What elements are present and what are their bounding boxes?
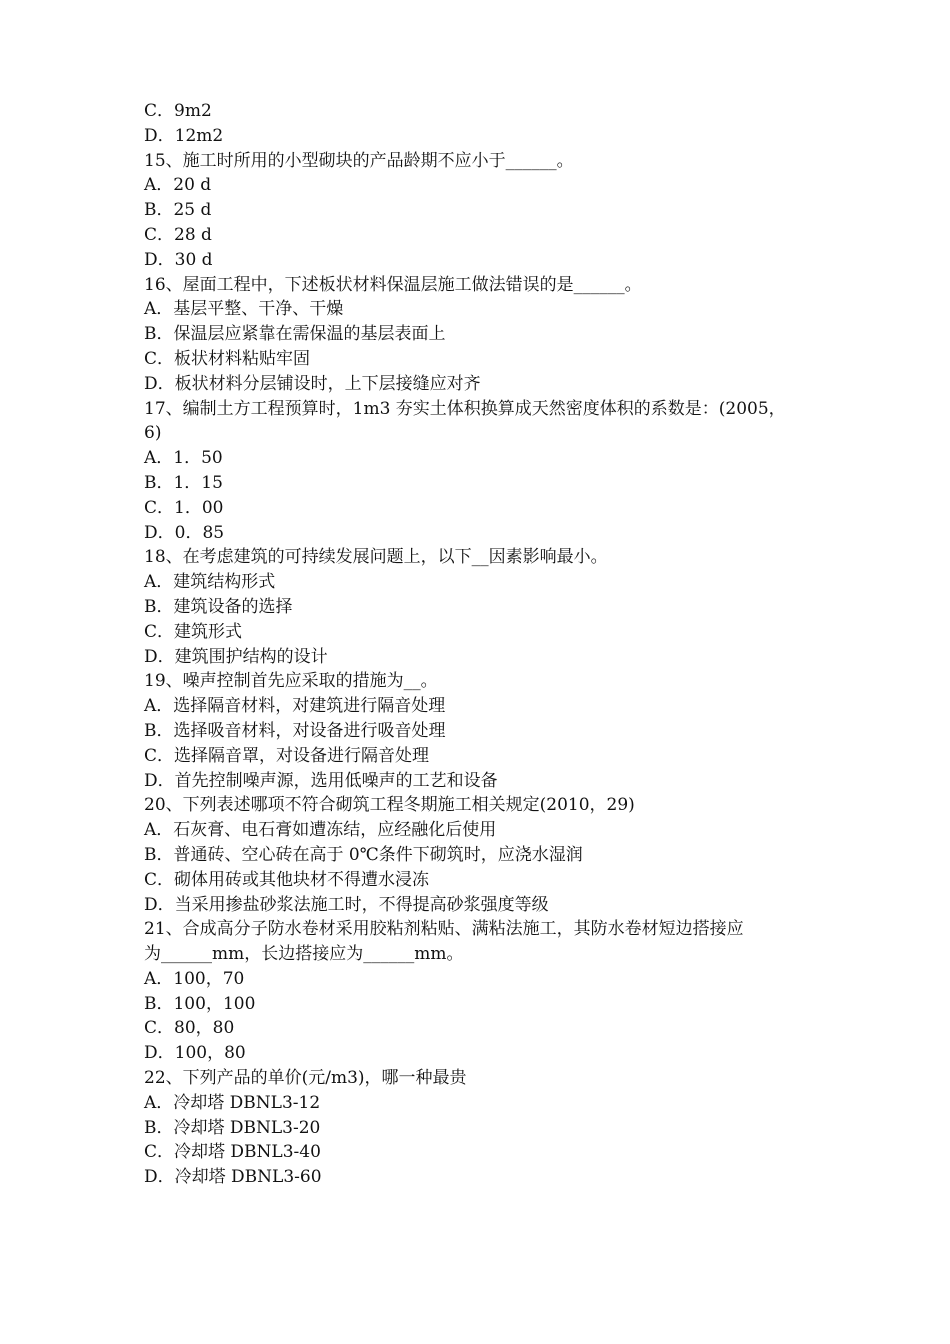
option-line: B．1．15 — [144, 472, 223, 493]
question-line: 21、合成高分子防水卷材采用胶粘剂粘贴、满粘法施工，其防水卷材短边搭接应 — [144, 919, 744, 940]
option-line: B．冷却塔 DBNL3-20 — [144, 1117, 321, 1138]
option-line: A．石灰膏、电石膏如遭冻结，应经融化后使用 — [144, 820, 497, 841]
option-line: C．选择隔音罩，对设备进行隔音处理 — [144, 745, 430, 766]
question-line: 22、下列产品的单价(元/m3)，哪一种最贵 — [144, 1068, 467, 1089]
option-line: C．冷却塔 DBNL3-40 — [144, 1142, 321, 1163]
option-line: B．保温层应紧靠在需保温的基层表面上 — [144, 324, 446, 345]
option-line: C．80，80 — [144, 1018, 235, 1039]
document-body — [144, 99, 812, 1190]
option-line: D．冷却塔 DBNL3-60 — [144, 1167, 322, 1188]
option-line: D．当采用掺盐砂浆法施工时，不得提高砂浆强度等级 — [144, 894, 549, 915]
question-line: 17、编制土方工程预算时，1m3 夯实土体积换算成天然密度体积的系数是：(2005， — [144, 398, 786, 419]
option-line: B．选择吸音材料，对设备进行吸音处理 — [144, 720, 446, 741]
option-line: C．28 d — [144, 224, 212, 245]
option-line: A．基层平整、干净、干燥 — [144, 299, 344, 320]
option-line: B．普通砖、空心砖在高于 0℃条件下砌筑时，应浇水湿润 — [144, 844, 583, 865]
question-line: 18、在考虑建筑的可持续发展问题上，以下__因素影响最小。 — [144, 547, 608, 568]
option-line: D．建筑围护结构的设计 — [144, 646, 328, 667]
option-line: D．100，80 — [144, 1043, 246, 1064]
question-line: 为______mm，长边搭接应为______mm。 — [144, 944, 464, 965]
option-line: B．建筑设备的选择 — [144, 596, 293, 617]
question-line: 15、施工时所用的小型砌块的产品龄期不应小于______。 — [144, 150, 574, 171]
option-line: D．30 d — [144, 249, 213, 270]
option-line: C．建筑形式 — [144, 621, 243, 642]
option-line: B．100，100 — [144, 993, 256, 1014]
question-line: 20、下列表述哪项不符合砌筑工程冬期施工相关规定(2010，29) — [144, 795, 635, 816]
question-line: 16、屋面工程中，下述板状材料保温层施工做法错误的是______。 — [144, 274, 642, 295]
option-line: A．1．50 — [144, 448, 223, 469]
option-line: C．9m2 — [144, 101, 212, 121]
option-line: B．25 d — [144, 200, 212, 221]
question-line: 6) — [144, 423, 162, 444]
option-line: A．选择隔音材料，对建筑进行隔音处理 — [144, 696, 446, 717]
option-line: D．0．85 — [144, 522, 225, 543]
option-line: A．建筑结构形式 — [144, 572, 276, 593]
option-line: D．板状材料分层铺设时，上下层接缝应对齐 — [144, 373, 481, 394]
option-line: C．砌体用砖或其他块材不得遭水浸冻 — [144, 869, 430, 890]
option-line: D．首先控制噪声源，选用低噪声的工艺和设备 — [144, 770, 498, 791]
option-line: C．板状材料粘贴牢固 — [144, 348, 311, 369]
option-line: A．100，70 — [144, 968, 245, 989]
option-line: A．冷却塔 DBNL3-12 — [144, 1092, 321, 1113]
option-line: D．12m2 — [144, 125, 224, 146]
question-line: 19、噪声控制首先应采取的措施为__。 — [144, 671, 438, 692]
option-line: C．1．00 — [144, 497, 224, 518]
option-line: A．20 d — [144, 175, 212, 196]
